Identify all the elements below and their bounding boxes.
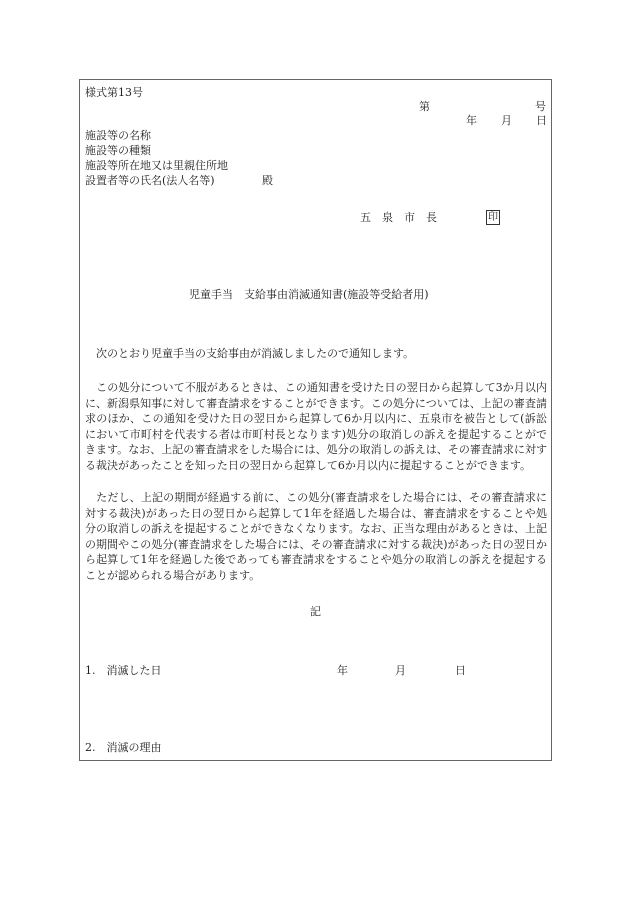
item1-day: 日	[455, 664, 466, 677]
appeal-paragraph-2: ただし、上記の期間が経過する前に、この処分(審査請求をした場合には、その審査請求に対する裁決)があった日の翌日から起算して1年を経過した場合は、審査請求をすることや処分の取消しの訴えを提起することができなくなります。なお、正当な理由があるときは、上記の期間やこの処分(審査請求をした場合には、その審査請求に対する裁決)があった日の翌日から起算して1年を経過した後であっても審査請求をすることや処分の取消しの訴えを提起することが認められる場合があります。	[85, 491, 547, 582]
item1-year: 年	[337, 664, 348, 677]
date-month: 月	[501, 114, 512, 127]
form-number: 様式第13号	[85, 86, 143, 99]
ki-mark: 記	[310, 605, 321, 618]
date-day: 日	[536, 114, 547, 127]
date-year: 年	[466, 114, 477, 127]
recipient-address: 施設等所在地又は里親住所地	[85, 159, 228, 172]
recipient-facility-type: 施設等の種類	[85, 144, 151, 157]
item1-month: 月	[395, 664, 406, 677]
recipient-founder-name: 設置者等の氏名(法人名等)	[85, 174, 215, 187]
seal-mark	[486, 210, 500, 225]
item1-label: 1. 消滅した日	[85, 664, 162, 677]
recipient-facility-name: 施設等の名称	[85, 129, 151, 142]
doc-no-dai: 第	[419, 100, 430, 113]
item2-label: 2. 消滅の理由	[85, 741, 162, 754]
issuer: 五 泉 市 長	[360, 211, 437, 224]
document-title: 児童手当 支給事由消滅通知書(施設等受給者用)	[189, 288, 429, 301]
appeal-paragraph-1: この処分について不服があるときは、この通知書を受けた日の翌日から起算して3か月以内に、新潟県知事に対して審査請求をすることができます。この処分については、上記の審査請求のほか、この通知を受けた日の翌日から起算して6か月以内に、五泉市を被告として(訴訟において市町村を代表する者は市町村長となります)処分の取消しの訴えを提起することができます。なお、上記の審査請求をした場合には、処分の取消しの訴えは、その審査請求に対する裁決があったことを知った日の翌日から起算して6か月以内に提起することができます。	[85, 381, 547, 472]
honorific: 殿	[262, 174, 273, 187]
notice-text: 次のとおり児童手当の支給事由が消滅しましたので通知します。	[85, 347, 415, 360]
doc-no-go: 号	[535, 100, 546, 113]
seal-char: 印	[488, 212, 498, 223]
